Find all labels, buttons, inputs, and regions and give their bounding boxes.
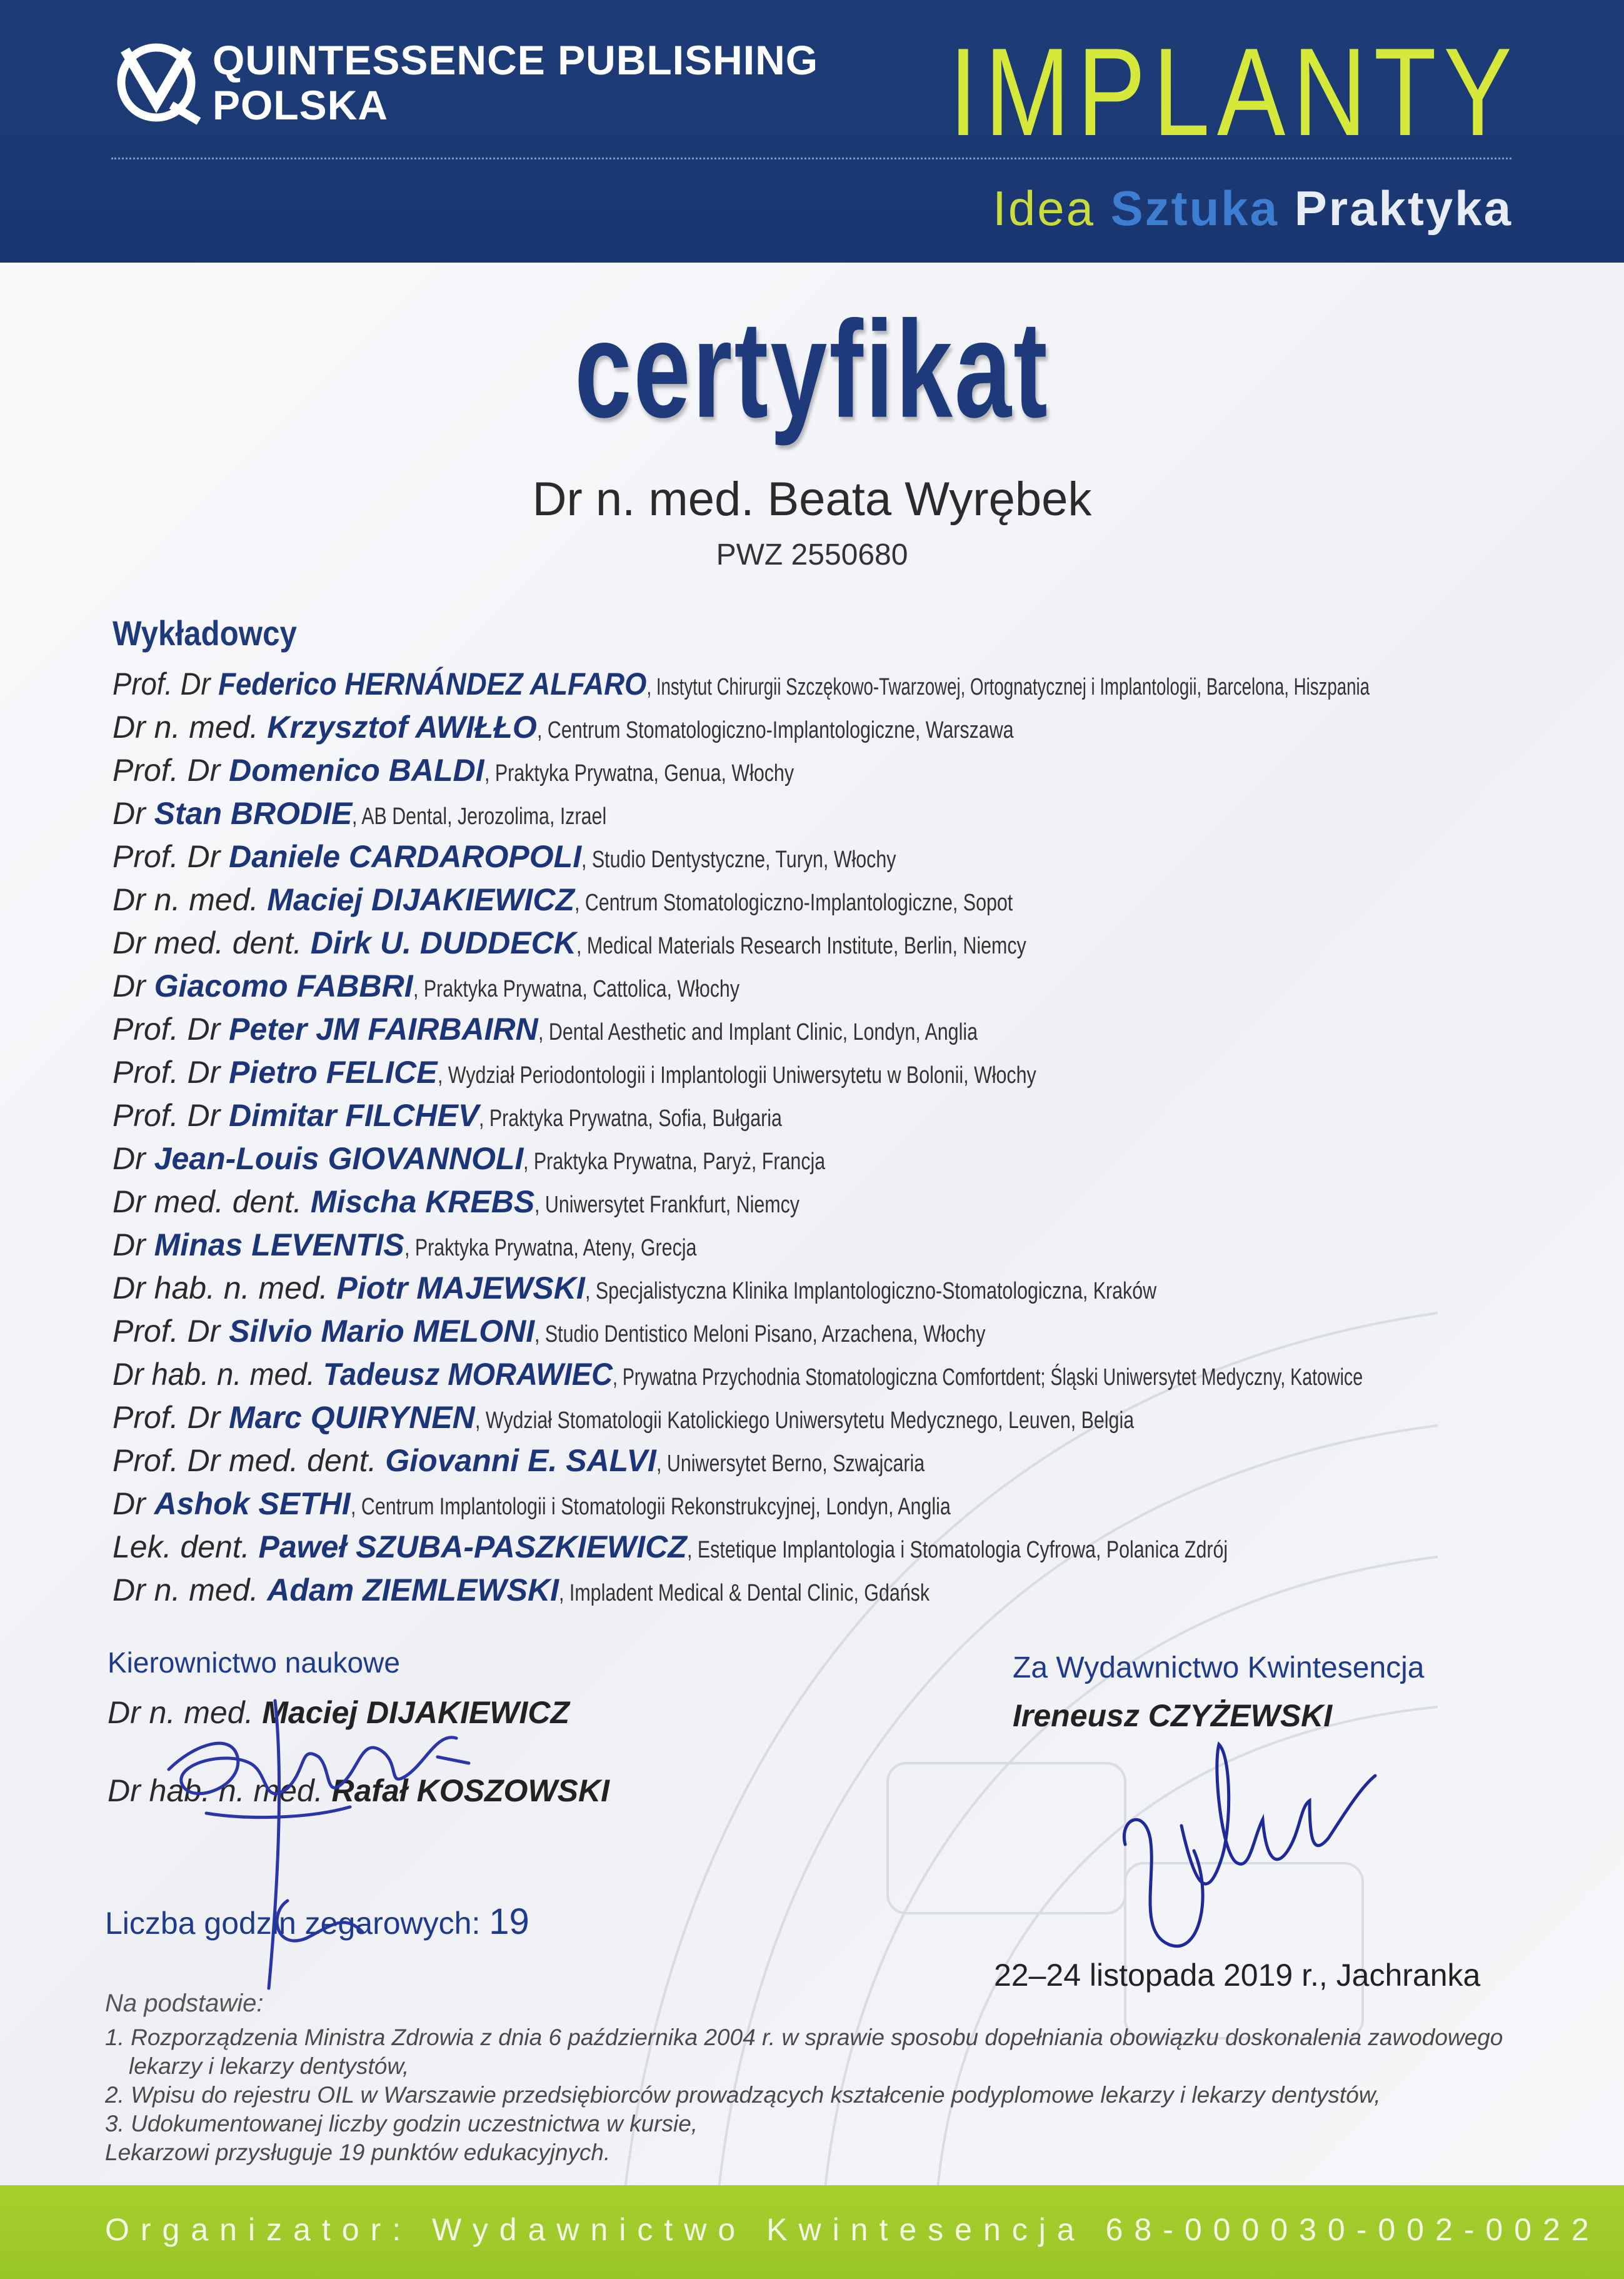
lecturer-affiliation: , Centrum Stomatologiczno-Implantologiczne, Sopot	[574, 890, 1013, 916]
lecturer-row	[113, 1224, 1550, 1267]
lecturer-row	[113, 835, 1550, 878]
lecturer-affiliation: , Estetique Implantologia i Stomatologia Cyfrowa, Polanica Zdrój	[686, 1537, 1228, 1563]
lecturer-title: Dr	[113, 796, 154, 831]
lecturer-title: Dr	[113, 968, 154, 1004]
lecturer-name: Silvio Mario MELONI	[229, 1314, 535, 1349]
brand-title: IMPLANTY	[948, 23, 1519, 162]
organizer-text: Organizator: Wydawnictwo Kwintesencja 68-000030-002-0022	[105, 2212, 1600, 2247]
lecturer-title: Dr n. med.	[113, 882, 268, 917]
lecturer-title: Prof. Dr	[113, 667, 219, 702]
scientific-person-1	[108, 1694, 569, 1731]
lecturer-row	[113, 749, 1550, 792]
publisher-sign-name: Ireneusz CZYŻEWSKI	[1013, 1698, 1333, 1733]
lecturers-heading: Wykładowcy	[113, 613, 297, 653]
lecturer-affiliation: , Impladent Medical & Dental Clinic, Gdańsk	[558, 1580, 930, 1606]
lecturer-name: Minas LEVENTIS	[154, 1227, 404, 1262]
brand-tagline	[993, 180, 1513, 237]
lecturer-row	[113, 1051, 1550, 1094]
lecturer-affiliation: , Praktyka Prywatna, Cattolica, Włochy	[413, 976, 739, 1002]
lecturer-name: Dirk U. DUDDECK	[310, 925, 576, 960]
lecturer-name: Peter JM FAIRBAIRN	[229, 1012, 538, 1047]
scientific-heading: Kierownictwo naukowe	[108, 1646, 400, 1679]
lecturer-name: Daniele CARDAROPOLI	[229, 839, 582, 874]
lecturer-title: Prof. Dr	[113, 1055, 229, 1090]
lecturer-row	[113, 1267, 1550, 1310]
lecturer-title: Prof. Dr	[113, 1314, 229, 1349]
lecturer-row	[113, 1439, 1550, 1482]
publisher-sign-heading: Za Wydawnictwo Kwintesencja	[1013, 1651, 1425, 1684]
lecturer-name: Dimitar FILCHEV	[229, 1098, 479, 1133]
basis-text	[105, 2023, 1518, 2167]
lecturer-affiliation: , Prywatna Przychodnia Stomatologiczna Comfortdent; Śląski Uniwersytet Medyczny, Katowice	[613, 1364, 1363, 1391]
lecturer-affiliation: , Praktyka Prywatna, Sofia, Bułgaria	[479, 1105, 783, 1132]
lecturer-affiliation: , Medical Materials Research Institute, Berlin, Niemcy	[576, 933, 1026, 959]
lecturer-title: Prof. Dr	[113, 1098, 229, 1133]
lecturer-row	[113, 1353, 1464, 1396]
lecturer-row	[113, 965, 1550, 1008]
lecturer-row	[113, 1482, 1550, 1526]
lecturer-name: Giovanni E. SALVI	[385, 1443, 656, 1478]
lecturer-affiliation: , Praktyka Prywatna, Paryż, Francja	[523, 1149, 826, 1175]
scientific-person-2	[108, 1773, 609, 1809]
lecturer-name: Adam ZIEMLEWSKI	[267, 1572, 559, 1607]
hours-label: Liczba godzin zegarowych:	[105, 1906, 489, 1941]
lecturer-name: Mischa KREBS	[310, 1184, 535, 1219]
lecturer-name: Krzysztof AWIŁŁO	[267, 710, 537, 745]
lecturer-title: Dr med. dent.	[113, 925, 311, 960]
header-bar	[0, 0, 1624, 263]
lecturer-title: Prof. Dr	[113, 839, 229, 874]
basis-line-1: 1. Rozporządzenia Ministra Zdrowia z dnia 6 października 2004 r. w sprawie sposobu dopełniania obowiązku doskonalenia zawodowego	[105, 2025, 1503, 2050]
lecturer-affiliation: , Dental Aesthetic and Implant Clinic, Londyn, Anglia	[538, 1019, 978, 1045]
lecturer-affiliation: , Praktyka Prywatna, Genua, Włochy	[484, 760, 794, 787]
lecturer-row	[113, 1569, 1550, 1612]
lecturer-row	[113, 1396, 1550, 1439]
basis-line-1b: lekarzy i lekarzy dentystów,	[129, 2053, 409, 2079]
scientific-person-1-title: Dr n. med.	[108, 1695, 263, 1730]
lecturer-affiliation: , Centrum Stomatologiczno-Implantologiczne, Warszawa	[536, 717, 1014, 743]
lecturer-title: Dr med. dent.	[113, 1184, 311, 1219]
lecturer-title: Dr n. med.	[113, 1572, 268, 1607]
quintessence-logo-icon	[111, 38, 205, 125]
lecturer-title: Dr hab. n. med.	[113, 1357, 323, 1392]
lecturer-name: Domenico BALDI	[229, 753, 484, 788]
lecturer-row	[113, 706, 1550, 749]
lecturer-affiliation: , Uniwersytet Berno, Szwajcaria	[656, 1451, 925, 1477]
lecturer-affiliation: , Studio Dentistico Meloni Pisano, Arzachena, Włochy	[534, 1321, 986, 1347]
footer-bar	[0, 2185, 1624, 2279]
lecturer-title: Prof. Dr	[113, 1012, 229, 1047]
lecturer-row	[113, 792, 1550, 835]
lecturer-name: Pietro FELICE	[229, 1055, 438, 1090]
lecturer-name: Giacomo FABBRI	[154, 968, 413, 1004]
lecturer-row	[113, 1310, 1550, 1353]
publisher-line-1: QUINTESSENCE PUBLISHING	[213, 37, 819, 83]
lecturer-affiliation: , Instytut Chirurgii Szczękowo-Twarzowej, Ortognatycznej i Implantologii, Barcelona, Hiszpania	[646, 674, 1370, 700]
lecturer-title: Dr	[113, 1486, 154, 1521]
publisher-name	[213, 38, 818, 128]
scientific-person-1-name: Maciej DIJAKIEWICZ	[262, 1695, 570, 1730]
basis-heading: Na podstawie:	[105, 1990, 264, 2017]
scientific-person-2-name: Rafał KOSZOWSKI	[331, 1773, 609, 1808]
basis-line-4: Lekarzowi przysługuje 19 punktów edukacyjnych.	[105, 2140, 611, 2165]
publisher-line-2: POLSKA	[213, 82, 389, 128]
lecturer-row	[113, 663, 1420, 706]
lecturer-title: Dr n. med.	[113, 710, 268, 745]
event-date-place: 22–24 listopada 2019 r., Jachranka	[994, 1958, 1481, 1993]
lecturer-affiliation: , Wydział Stomatologii Katolickiego Uniwersytetu Medycznego, Leuven, Belgia	[474, 1407, 1134, 1434]
lecturer-row	[113, 1094, 1550, 1137]
lecturer-affiliation: , Wydział Periodontologii i Implantologii Uniwersytetu w Bolonii, Włochy	[437, 1062, 1036, 1089]
lecturer-name: Maciej DIJAKIEWICZ	[267, 882, 575, 917]
lecturer-name: Paweł SZUBA-PASZKIEWICZ	[258, 1529, 687, 1564]
lecturer-affiliation: , Praktyka Prywatna, Ateny, Grecja	[404, 1235, 697, 1261]
lecturer-name: Tadeusz MORAWIEC	[323, 1357, 613, 1392]
hours-value: 19	[489, 1901, 529, 1942]
lecturer-name: Piotr MAJEWSKI	[336, 1270, 585, 1306]
tagline-idea: Idea	[993, 181, 1095, 236]
recipient-name: Dr n. med. Beata Wyrębek	[532, 473, 1092, 526]
lecturer-title: Dr	[113, 1227, 154, 1262]
lecturer-affiliation: , Uniwersytet Frankfurt, Niemcy	[534, 1192, 800, 1218]
lecturer-title: Prof. Dr	[113, 1400, 229, 1435]
lecturer-row	[113, 878, 1550, 922]
lecturer-title: Lek. dent.	[113, 1529, 259, 1564]
basis-line-3: 3. Udokumentowanej liczby godzin uczestnictwa w kursie,	[105, 2111, 698, 2136]
lecturer-row	[113, 1180, 1550, 1224]
lecturer-title: Prof. Dr	[113, 753, 229, 788]
lecturer-name: Federico HERNÁNDEZ ALFARO	[218, 667, 647, 702]
lecturer-row	[113, 922, 1550, 965]
lecturer-title: Dr	[113, 1141, 154, 1176]
tagline-sztuka: Sztuka	[1110, 181, 1280, 236]
lecturers-list	[113, 663, 1550, 1612]
recipient-pwz: PWZ 2550680	[716, 538, 908, 571]
tagline-praktyka: Praktyka	[1294, 181, 1513, 236]
lecturer-row	[113, 1137, 1550, 1180]
lecturer-affiliation: , Studio Dentystyczne, Turyn, Włochy	[581, 847, 896, 873]
lecturer-row	[113, 1526, 1550, 1569]
lecturer-affiliation: , Centrum Implantologii i Stomatologii Rekonstrukcyjnej, Londyn, Anglia	[350, 1494, 951, 1520]
lecturer-name: Ashok SETHI	[154, 1486, 351, 1521]
lecturer-title: Dr hab. n. med.	[113, 1270, 337, 1306]
basis-line-2: 2. Wpisu do rejestru OIL w Warszawie przedsiębiorców prowadzących kształcenie podyplomowe lekarzy i lekarzy dentystów,	[105, 2082, 1381, 2108]
hours-count	[105, 1901, 529, 1943]
scientific-person-2-title: Dr hab. n. med.	[108, 1773, 332, 1808]
lecturer-title: Prof. Dr med. dent.	[113, 1443, 386, 1478]
certificate-title: certyfikat	[574, 292, 1050, 446]
lecturer-name: Stan BRODIE	[154, 796, 353, 831]
lecturer-affiliation: , AB Dental, Jerozolima, Izrael	[352, 803, 607, 830]
lecturer-row	[113, 1008, 1550, 1051]
lecturer-name: Jean-Louis GIOVANNOLI	[154, 1141, 524, 1176]
lecturer-name: Marc QUIRYNEN	[229, 1400, 475, 1435]
lecturer-affiliation: , Specjalistyczna Klinika Implantologiczno-Stomatologiczna, Kraków	[584, 1278, 1156, 1304]
